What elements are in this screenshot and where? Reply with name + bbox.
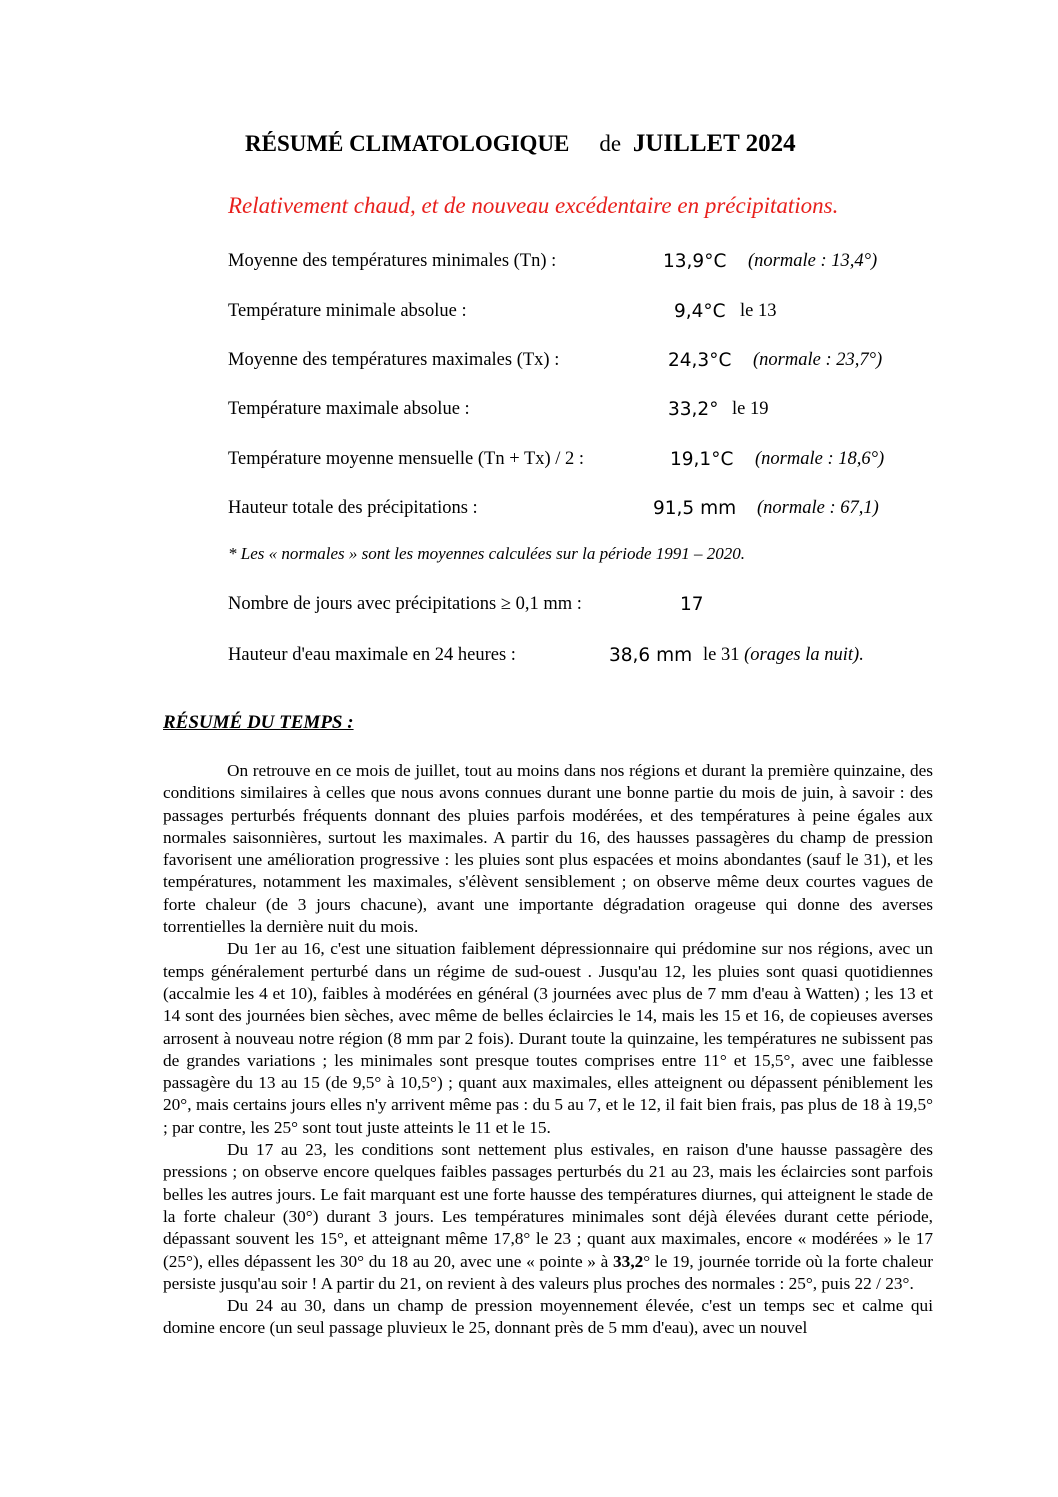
stat-value-tn-abs: 9,4°C [674, 301, 726, 322]
stat-extra-tx-mean: (normale : 23,7°) [753, 350, 883, 370]
stat-extra-tn-mean: (normale : 13,4°) [748, 251, 878, 271]
document-subtitle: Relativement chaud, et de nouveau excédentaire en précipitations. [228, 193, 839, 218]
stat-label-t-mean: Température moyenne mensuelle (Tn + Tx) / 2 : [228, 449, 585, 469]
stat-value-tx-mean: 24,3°C [668, 350, 732, 371]
paragraph: Du 17 au 23, les conditions sont nettement plus estivales, en raison d'une hausse passagère des pressions ; on observe encore quelques faibles passages perturbés du 21 au 23, mais les éclaircies sont parfois belles les autres jours. Le fait marquant est une forte hausse des températures diurnes, qui atteignent le stade de la forte chaleur (30°) durant 3 jours. Les températures minimales sont déjà élevées durant cette période, dépassant souvent les 15°, et atteignant même 17,8° le 23 ; quant aux maximales, encore « modérées » le 17 (25°), elles dépassent les 30° du 18 au 20, avec une « pointe » à 33,2° le 19, journée torride où la forte chaleur persiste jusqu'au soir ! A partir du 21, on revient à des valeurs plus proches des normales : 25°, puis 22 / 23°. [163, 1140, 933, 1293]
document-title [245, 130, 796, 158]
title-month: JUILLET 2024 [632, 130, 796, 157]
stat-extra-tn-abs: le 13 [740, 301, 777, 321]
paragraph: On retrouve en ce mois de juillet, tout au moins dans nos régions et durant la première quinzaine, des conditions similaires à celles que nous avons connues durant une bonne partie du mois de juin, à savoir : des passages perturbés fréquents donnant des pluies parfois modérées, et des températures à peine égales aux normales saisonnières, surtout les maximales. A partir du 16, des hausses passagères du champ de pression favorisent une amélioration progressive : les pluies sont plus espacées et moins abondantes (sauf le 31), et les températures, notamment les maximales, s'élèvent sensiblement ; on observe même deux courtes vagues de forte chaleur (de 3 jours chacune), avant une importante dégradation orageuse qui donne des averses torrentielles la dernière nuit du mois. [163, 761, 933, 937]
stat-label-tn-mean: Moyenne des températures minimales (Tn) : [228, 251, 557, 271]
stat-label-precip-total: Hauteur totale des précipitations : [228, 498, 478, 518]
stat-value-precip-total: 91,5 mm [653, 498, 737, 519]
title-main: RÉSUMÉ CLIMATOLOGIQUE [245, 131, 570, 156]
paragraph: Du 1er au 16, c'est une situation faiblement dépressionnaire qui prédomine sur nos régions, avec un temps généralement perturbé dans un régime de sud-ouest . Jusqu'au 12, les pluies sont quasi quotidiennes (accalmie les 4 et 10), faibles à modérées en général (3 journées avec plus de 7 mm d'eau à Watten) ; les 13 et 14 sont des journées bien sèches, avec même de belles éclaircies le 14, mais les 15 et 16, de copieuses averses arrosent à nouveau notre région (8 mm par 2 fois). Durant toute la quinzaine, les températures ne subissent pas de grandes variations ; les minimales sont presque toutes comprises entre 11° et 15,5°, avec une faiblesse passagère du 13 au 15 (de 9,5° à 10,5°) ; quant aux maximales, elles atteignent ou dépassent péniblement les 20°, mais certains jours elles n'y arrivent même pas : du 5 au 7, et le 12, il fait bien frais, pas plus de 18 à 19,5° ; par contre, les 25° sont tout juste atteints le 11 et le 15. [163, 939, 933, 1137]
title-de: de [599, 131, 622, 156]
stat-extra-tx-abs: le 19 [732, 399, 769, 419]
stat-value-max-24h: 38,6 mm [609, 645, 693, 666]
stat-extra-max-24h: le 31 (orages la nuit). [703, 645, 864, 665]
stat-value-tx-abs: 33,2° [668, 399, 719, 420]
stat-label-tn-abs: Température minimale absolue : [228, 301, 467, 321]
stat-value-t-mean: 19,1°C [670, 449, 734, 470]
stat-extra-precip-total: (normale : 67,1) [757, 498, 879, 518]
bold-value: 33,2 [613, 1251, 644, 1271]
stat-label-rain-days: Nombre de jours avec précipitations ≥ 0,1 mm : [228, 594, 582, 614]
stat-extra-t-mean: (normale : 18,6°) [755, 449, 885, 469]
footnote: * Les « normales » sont les moyennes calculées sur la période 1991 – 2020. [228, 544, 746, 563]
section-title: RÉSUMÉ DU TEMPS : [163, 712, 354, 733]
stat-label-tx-abs: Température maximale absolue : [228, 399, 470, 419]
stat-value-rain-days: 17 [680, 594, 704, 615]
stat-label-tx-mean: Moyenne des températures maximales (Tx) : [228, 350, 560, 370]
stat-label-max-24h: Hauteur d'eau maximale en 24 heures : [228, 645, 516, 665]
paragraph: Du 24 au 30, dans un champ de pression moyennement élevée, c'est un temps sec et calme qui domine encore (un seul passage pluvieux le 25, donnant près de 5 mm d'eau), avec un nouvel [163, 1296, 933, 1338]
body-text [163, 760, 933, 1340]
stat-value-tn-mean: 13,9°C [663, 251, 727, 272]
